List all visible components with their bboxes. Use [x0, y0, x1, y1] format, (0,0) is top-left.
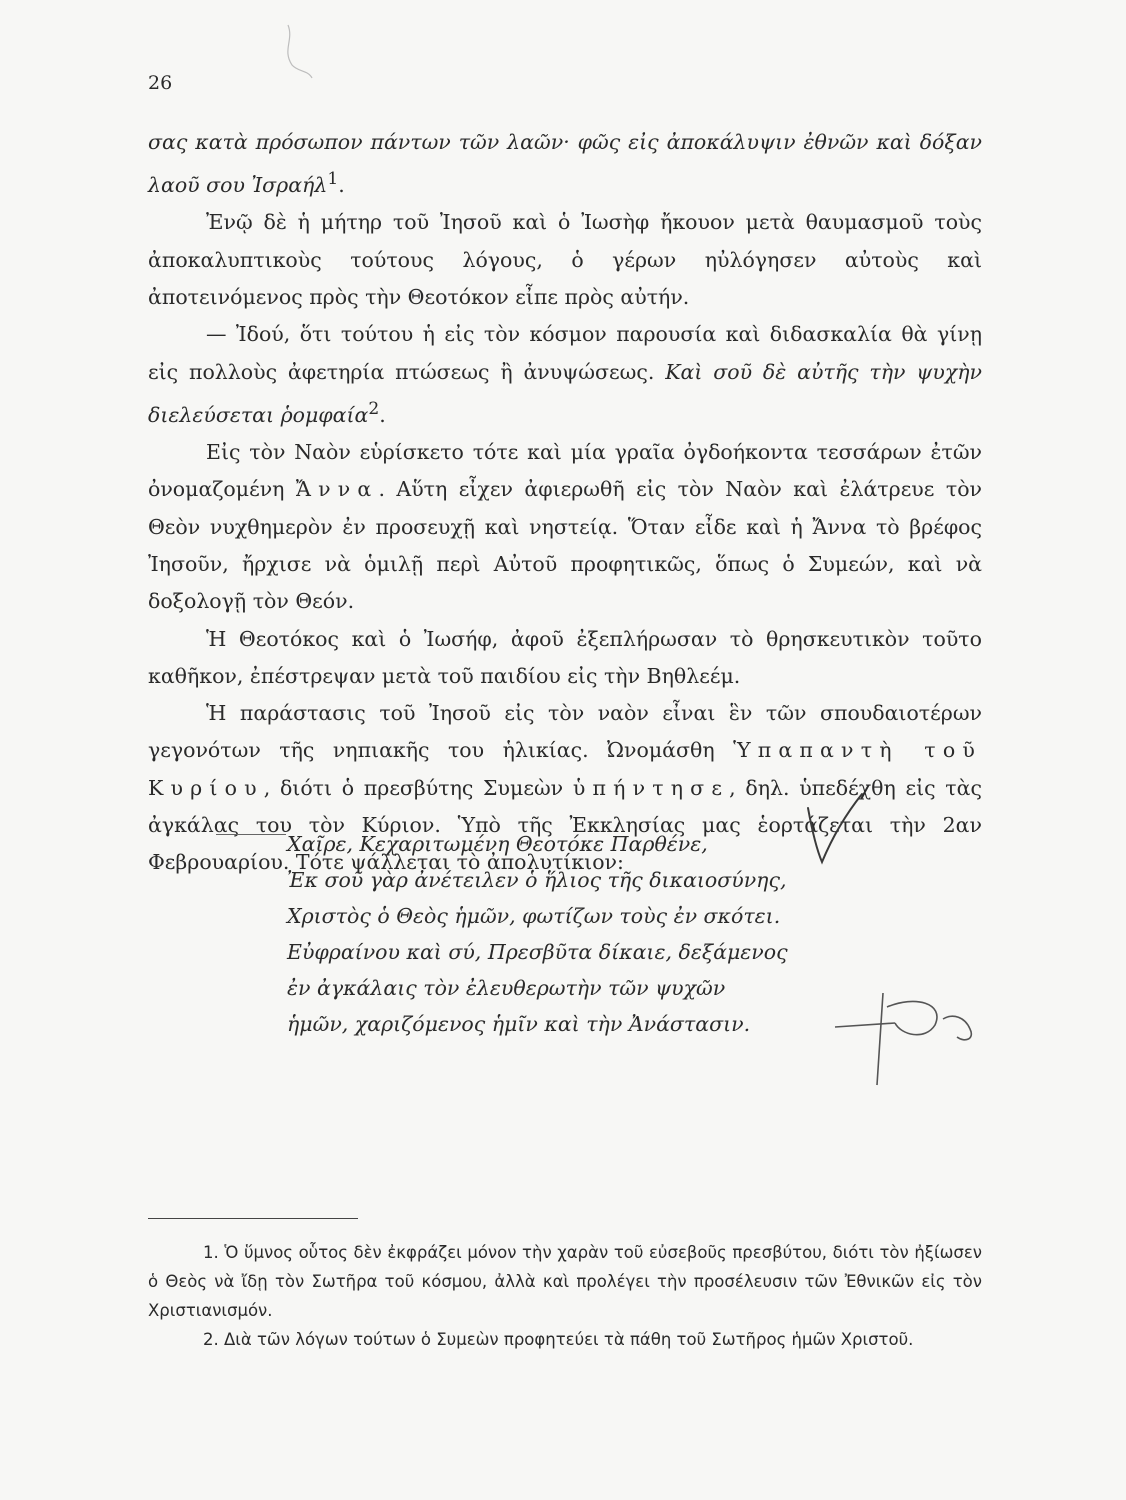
hymn-line: Χριστὸς ὁ Θεὸς ἡμῶν, φωτίζων τοὺς ἐν σκότει. — [287, 904, 781, 928]
hymn-line: Ἐκ σοῦ γὰρ ἀνέτειλεν ὁ ἥλιος τῆς δικαιοσύνης, — [287, 868, 787, 892]
footnote-ref-1: 1 — [327, 169, 339, 190]
footnote-ref-2: 2 — [368, 398, 380, 419]
paragraph-2: Ἐνῷ δὲ ἡ μήτηρ τοῦ Ἰησοῦ καὶ ὁ Ἰωσὴφ ἤκουον μετὰ θαυμασμοῦ τοὺς ἀποκαλυπτικοὺς τούτους λόγους, ὁ γέρων ηὐλόγησεν αὐτοὺς καὶ ἀποτεινόμενος πρὸς τὴν Θεοτόκον εἶπε πρὸς αὐτήν. — [148, 210, 982, 310]
footnote-1: 1. Ὁ ὕμνος οὗτος δὲν ἐκφράζει μόνον τὴν χαρὰν τοῦ εὐσεβοῦς πρεσβύτου, διότι τὸν ἠξίωσεν ὁ Θεὸς νὰ ἴδῃ τὸν Σωτῆρα τοῦ κόσμου, ἀλλὰ καὶ προλέγει τὴν προσέλευσιν τῶν Ἐθνικῶν εἰς τὸν Χριστιανισμόν. — [148, 1243, 982, 1320]
paragraph-3-italic: Καὶ σοῦ δὲ αὐτῆς τὴν ψυχὴν διελεύσεται ῥομφαία — [148, 359, 982, 427]
paragraph-4-text-b: . Αὕτη εἶχεν ἀφιερωθῆ εἰς τὸν Ναὸν καὶ ἐλάτρευε τὸν Θεὸν νυχθημερὸν ἐν προσευχῇ καὶ νηστείᾳ. Ὅταν εἶδε καὶ ἡ Ἄννα τὸ βρέφος Ἰησοῦν, ἤρχισε νὰ ὁμιλῇ περὶ Αὐτοῦ προφητικῶς, ὅπως ὁ Συμεών, καὶ νὰ δοξολογῇ τὸν Θεόν. — [148, 477, 982, 614]
footnote-rule — [148, 1218, 358, 1219]
handwritten-checkmark — [800, 790, 870, 870]
hymn-line: Χαῖρε, Κεχαριτωμένη Θεοτόκε Παρθένε, — [287, 832, 708, 856]
handwritten-scribble — [825, 985, 985, 1095]
paragraph-5: Ἡ Θεοτόκος καὶ ὁ Ἰωσήφ, ἀφοῦ ἐξεπλήρωσαν τὸ θρησκευτικὸν τοῦτο καθῆκον, ἐπέστρεψαν μετὰ τοῦ παιδίου εἰς τὴν Βηθλεέμ. — [148, 626, 982, 688]
paragraph-3 — [148, 316, 982, 434]
page-number: 26 — [148, 72, 173, 94]
term-ypintise-spaced: ὑπήντησε — [572, 775, 730, 800]
paragraph-4-text-a: Εἰς τὸν Ναὸν εὑρίσκετο τότε καὶ μία γραῖα ὀγδοήκοντα τεσσάρων ἐτῶν ὀνομαζομένη — [148, 440, 982, 502]
paragraph-6-text-b: , διότι ὁ πρεσβύτης Συμεὼν — [263, 775, 564, 800]
paragraph-6-text-c: , δηλ. ὑπεδέχθη εἰς τὰς ἀγκάλας του τὸν Κύριον. Ὑπὸ τῆς Ἐκκλησίας μας ἑορτάζεται τὴν 2αν Φεβρουαρίου. Τότε ψάλλεται τὸ ἀπολυτίκιον: — [148, 775, 982, 875]
footnote-2: 2. Διὰ τῶν λόγων τούτων ὁ Συμεὼν προφητεύει τὰ πάθη τοῦ Σωτῆρος ἡμῶν Χριστοῦ. — [203, 1330, 914, 1349]
hymn-line: ἡμῶν, χαριζόμενος ἡμῖν καὶ τὴν Ἀνάστασιν. — [287, 1012, 751, 1036]
name-anna-spaced: Ἄννα — [295, 477, 379, 502]
paragraph-4 — [148, 434, 982, 620]
paragraph-6-text-a: Ἡ παράστασις τοῦ Ἰησοῦ εἰς τὸν ναὸν εἶναι ἓν τῶν σπουδαιοτέρων γεγονότων τῆς νηπιακῆς του ἡλικίας. Ὠνομάσθη — [148, 701, 982, 763]
hymn-line: ἐν ἀγκάλαις τὸν ἐλευθερωτὴν τῶν ψυχῶν — [287, 976, 726, 1000]
main-text — [148, 124, 982, 882]
hymn-line: Εὐφραίνου καὶ σύ, Πρεσβῦτα δίκαιε, δεξάμενος — [287, 940, 788, 964]
term-ypapanti-spaced: Ὑπαπαντὴ τοῦ Κυρίου — [148, 738, 982, 800]
footnotes — [148, 1238, 982, 1354]
paragraph-3-text: — Ἰδού, ὅτι τούτου ἡ εἰς τὸν κόσμον παρουσία καὶ διδασκαλία θὰ γίνῃ εἰς πολλοὺς ἀφετηρία πτώσεως ἢ ἀνυψώσεως. — [148, 322, 982, 384]
paragraph-1: σας κατὰ πρόσωπον πάντων τῶν λαῶν· φῶς εἰς ἀποκάλυψιν ἐθνῶν καὶ δόξαν λαοῦ σου Ἰσραήλ$^1$. — [148, 130, 982, 198]
paragraph-3-end: . — [379, 402, 386, 427]
pencil-scribble-top — [268, 20, 328, 80]
hymn-lead-rule — [216, 834, 286, 835]
paragraph-1-text: σας κατὰ πρόσωπον πάντων τῶν λαῶν· φῶς εἰς ἀποκάλυψιν ἐθνῶν καὶ δόξαν λαοῦ σου Ἰσραήλ — [148, 130, 982, 198]
